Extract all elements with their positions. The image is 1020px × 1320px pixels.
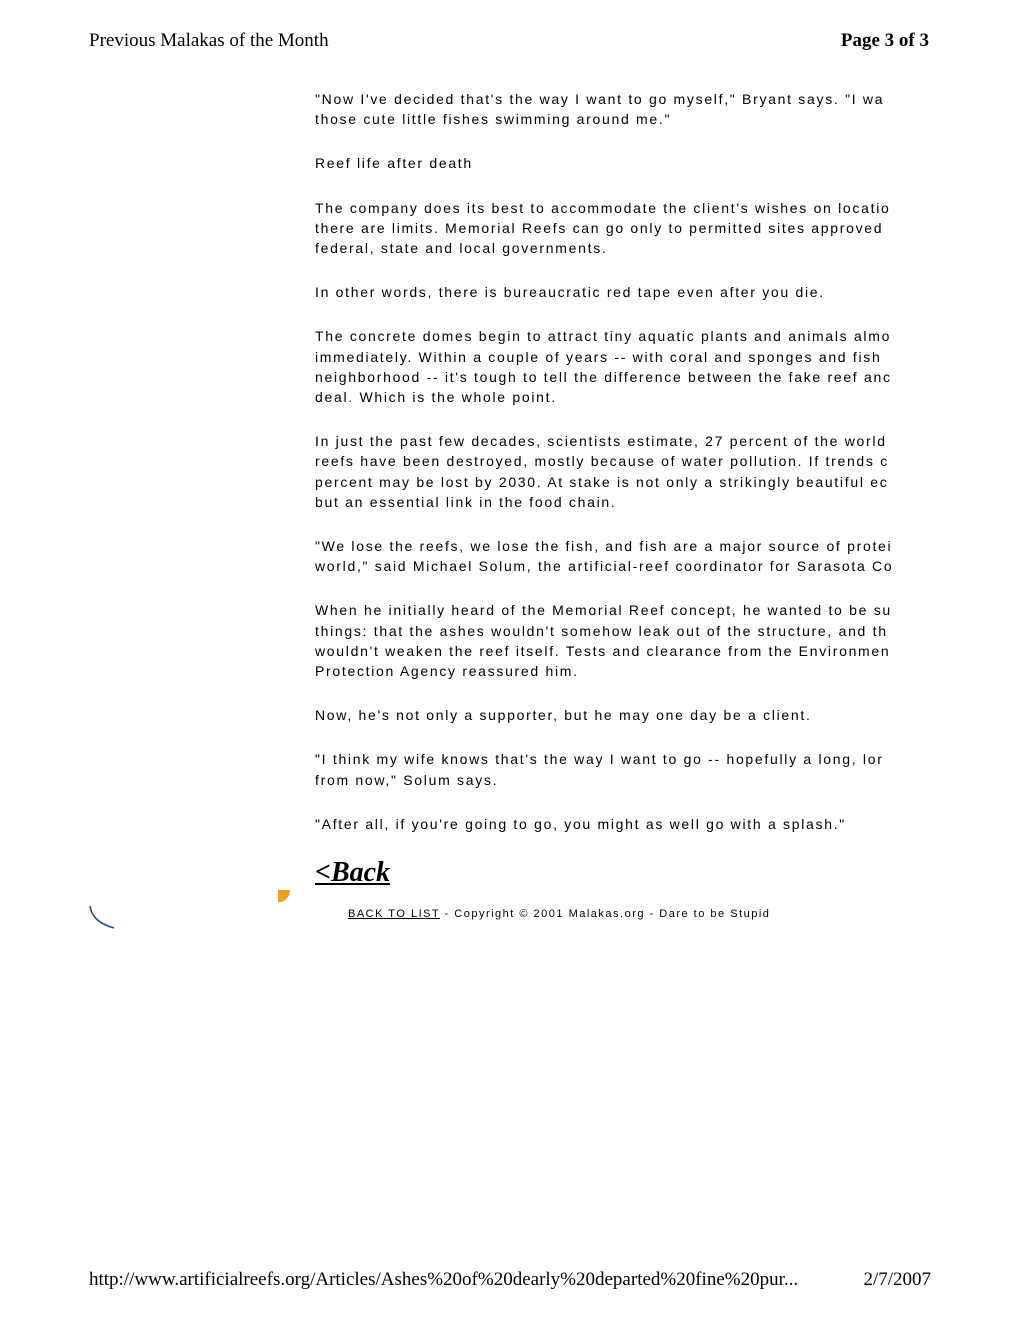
article-line: neighborhood -- it's tough to tell the difference between the fake reef anc: [315, 368, 892, 385]
print-footer-date: 2/7/2007: [863, 1269, 931, 1290]
article-line: When he initially heard of the Memorial Reef concept, he wanted to be su: [315, 602, 892, 619]
article-line: Reef life after death: [315, 155, 473, 172]
article-line: "After all, if you're going to go, you might as well go with a splash.": [315, 815, 846, 832]
article-line: immediately. Within a couple of years -- with coral and sponges and fish: [315, 348, 882, 365]
article-line: "We lose the reefs, we lose the fish, and fish are a major source of protei: [315, 538, 893, 555]
back-link[interactable]: <Back: [315, 857, 391, 888]
print-header-page-number: Page 3 of 3: [840, 30, 929, 51]
article-paragraph: [315, 326, 930, 407]
article-paragraph: [315, 749, 930, 789]
article-line: there are limits. Memorial Reefs can go only to permitted sites approved: [315, 219, 884, 236]
article-paragraph: [315, 600, 930, 681]
article-line: Now, he's not only a supporter, but he may one day be a client.: [315, 707, 812, 724]
article-line: The concrete domes begin to attract tiny aquatic plants and animals almo: [315, 328, 892, 345]
article-paragraph: [315, 431, 930, 512]
article-line: reefs have been destroyed, mostly because of water pollution. If trends c: [315, 453, 889, 470]
article-line: deal. Which is the whole point.: [315, 389, 557, 406]
orange-corner-icon: [278, 890, 290, 902]
copyright-text: - Copyright © 2001 Malakas.org - Dare to be Stupid: [439, 908, 771, 920]
article-paragraph: [315, 536, 930, 576]
blue-arc-icon: [88, 904, 116, 930]
article-paragraph: [315, 814, 930, 834]
article-line: "Now I've decided that's the way I want to go myself," Bryant says. "I wa: [315, 91, 885, 107]
article-line: those cute little fishes swimming around me.": [315, 111, 672, 128]
article-line: federal, state and local governments.: [315, 240, 608, 257]
print-footer-url: http://www.artificialreefs.org/Articles/Ashes%20of%20dearly%20departed%20fine%20pur...: [89, 1269, 799, 1290]
article-line: In other words, there is bureaucratic red tape even after you die.: [315, 284, 825, 301]
article-paragraph: [315, 282, 930, 302]
article-line: The company does its best to accommodate the client's wishes on locatio: [315, 199, 891, 216]
article-line: In just the past few decades, scientists estimate, 27 percent of the world: [315, 433, 887, 450]
article-line: things: that the ashes wouldn't somehow leak out of the structure, and th: [315, 622, 888, 639]
article-line: but an essential link in the food chain.: [315, 493, 617, 510]
article-line: "I think my wife knows that's the way I want to go -- hopefully a long, lor: [315, 751, 884, 768]
article-paragraph: [315, 153, 930, 173]
article-line: world," said Michael Solum, the artificial-reef coordinator for Sarasota Co: [315, 558, 894, 575]
article-line: wouldn't weaken the reef itself. Tests and clearance from the Environmen: [315, 642, 891, 659]
back-to-list-link[interactable]: BACK TO LIST: [348, 908, 440, 920]
article-paragraph: [315, 705, 930, 725]
article-paragraph: [315, 89, 930, 129]
article-line: Protection Agency reassured him.: [315, 663, 579, 680]
article-paragraph: [315, 198, 930, 259]
article-line: percent may be lost by 2030. At stake is not only a strikingly beautiful ec: [315, 473, 889, 490]
footer-copyright-line: [348, 908, 770, 920]
print-header-title: Previous Malakas of the Month: [89, 30, 329, 51]
article-body: [315, 89, 930, 858]
article-line: from now," Solum says.: [315, 771, 499, 788]
